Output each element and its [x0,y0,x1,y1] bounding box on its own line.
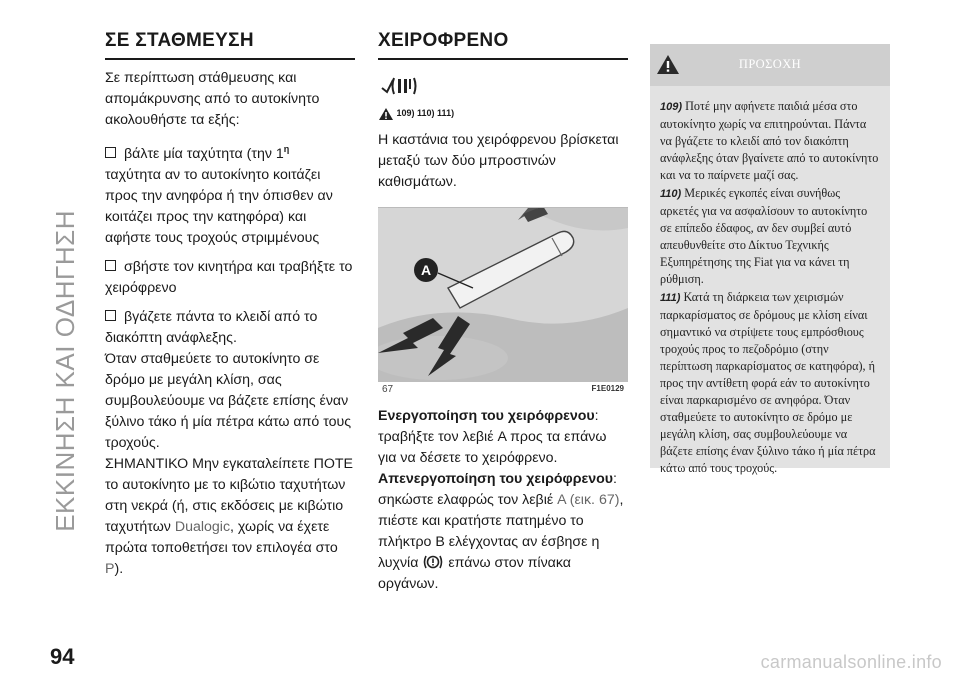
handbrake-deactivate: Απενεργοποίηση του χειρόφρενου: σηκώστε ελαφρώς τον λεβιέ A (εικ. 67), πιέστε και κρατήστε πατημένο το πλήκτρο B ελέγχοντας αν έσβησε η λυχνία επάνω στον πίνακα οργάνων. [378,471,624,592]
warning-item-111: 111) Κατά τη διάρκεια των χειρισμών παρκαρίσματος σε δρόμους με κλίση είναι σημαντικό να στρίψετε τους εμπρόσθιους τροχούς προς το πεζοδρόμιο (στην περίπτωση παρκαρίσματος σε κατηφόρα), ή προς την αντίθετη φορά εάν το αυτοκίνητο είναι παρκαρισμένο σε ανηφόρα. Όταν σταθμεύετε το αυτοκίνητο σε δρόμο με μεγάλη κλίση, σας συμβουλεύουμε να βάζετε επίσης έναν ξύλινο τάκο ή μία πέτρα κάτω από τους τροχούς. [660,290,876,475]
parking-important-note: ΣΗΜΑΝΤΙΚΟ Μην εγκαταλείπετε ΠΟΤΕ το αυτοκίνητο με το κιβώτιο ταχυτήτων στη νεκρά (ή, στις εκδόσεις με κιβώτιο ταχυτήτων Dualogic, χωρίς να έχετε πρώτα τοποθετήσει τον επιλογέα στο P). [105,456,354,577]
chapter-title-text: ΕΚΚΙΝΗΣΗ ΚΑΙ ΟΔΗΓΗΣΗ [50,210,80,532]
parking-bullet-2: σβήστε τον κινητήρα και τραβήξτε το χειρόφρενο [105,259,353,296]
column-handbrake [378,30,628,595]
handbrake-figure [378,207,628,398]
warning-item-109: 109) Ποτέ μην αφήνετε παιδιά μέσα στο αυτοκίνητο χωρίς να επιτηρούνται. Πάντα να βγάζετε το κλειδί από τον διακόπτη ανάφλεξης όταν βγαίνετε από το αυτοκίνητο και να το παίρνετε μαζί σας. [660,99,879,182]
figure-code: F1E0129 [591,384,624,393]
parking-bullet-3: βγάζετε πάντα το κλειδί από το διακόπτη ανάφλεξης. [105,309,318,346]
handbrake-illustration [378,208,628,382]
column-parking [105,30,355,580]
checkbox-bullet-icon [105,260,116,271]
figure-callout-a: A [420,262,432,278]
section-heading-parking: ΣΕ ΣΤΑΘΜΕΥΣΗ [105,30,355,60]
figure-caption [378,382,628,398]
warning-item-110: 110) Μερικές εγκοπές είναι συνήθως αρκετές για να ασφαλίσουν το αυτοκίνητο σε επίπεδο έδαφος, αν δεν συμβεί αυτό απευθυνθείτε στο Δίκτυο Τεχνικής Εξυπηρέτησης της Fiat για να κάνει τη ρύθμιση. [660,186,868,286]
handbrake-activate: Ενεργοποίηση του χειρόφρενου: τραβήξτε τον λεβιέ A προς τα επάνω για να δέσετε το χειρόφρενο. [378,408,607,466]
warning-text [650,86,890,477]
chapter-side-title [50,210,80,532]
handbrake-intro: Η καστάνια του χειρόφρενου βρίσκεται μεταξύ των δύο μπροστινών καθισμάτων. [378,132,619,190]
handbrake-indicator-icon [378,74,628,100]
parking-intro: Σε περίπτωση στάθμευσης και απομάκρυνσης από το αυτοκίνητο ακολουθήστε τα εξής: [105,70,320,128]
figure-number: 67 [382,384,394,395]
warning-triangle-icon [378,107,394,121]
brake-warning-lamp-icon [422,554,444,570]
checkbox-bullet-icon [105,147,116,158]
checkbox-bullet-icon [105,310,116,321]
warning-title: ΠΡΟΣΟΧΗ [738,57,802,71]
warning-header [650,44,890,86]
parking-slope-advice: Όταν σταθμεύετε το αυτοκίνητο σε δρόμο με μεγάλη κλίση, σας συμβουλεύουμε να βάζετε επίσης έναν ξύλινο τάκο ή μία πέτρα κάτω από τους τροχούς. [105,351,352,451]
warning-box [650,44,890,475]
warning-references: 109) 110) 111) [378,104,628,122]
watermark: carmanualsonline.info [760,652,942,672]
parking-bullet-1: βάλτε μία ταχύτητα (την $1^\eta$ ταχύτητα αν το αυτοκίνητο κοιτάζει προς την ανηφόρα ή την όπισθεν αν κοιτάζει προς την κατηφόρα) και αφήστε τους τροχούς στριμμένους [105,144,333,246]
page-number: 94 [50,644,75,669]
section-heading-handbrake: ΧΕΙΡΟΦΡΕΝΟ [378,30,628,60]
